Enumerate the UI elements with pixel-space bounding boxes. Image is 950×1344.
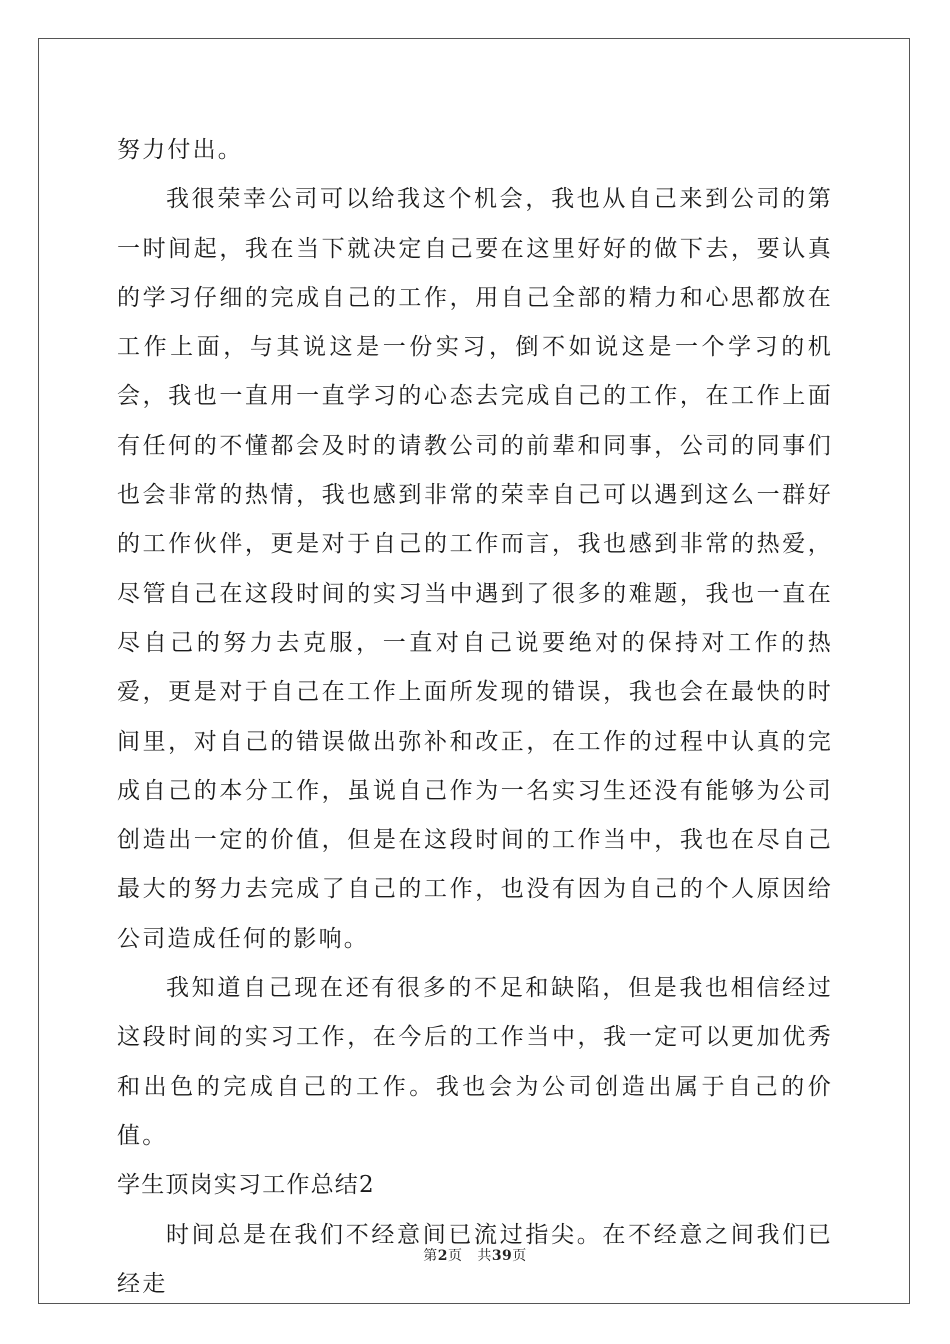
page-footer <box>0 1245 950 1265</box>
total-suffix: 页 <box>512 1248 527 1264</box>
page-prefix: 第 <box>423 1248 438 1264</box>
section-heading: 学生顶岗实习工作总结2 <box>117 1172 375 1199</box>
paragraph: 我很荣幸公司可以给我这个机会，我也从自己来到公司的第一时间起，我在当下就决定自己要在这里好好的做下去，要认真的学习仔细的完成自己的工作，用自己全部的精力和心思都放在工作上面，与其说这是一份实习，倒不如说这是一个学习的机会，我也一直用一直学习的心态去完成自己的工作，在工作上面有任何的不懂都会及时的请教公司的前辈和同事，公司的同事们也会非常的热情，我也感到非常的荣幸自己可以遇到这么一群好的工作伙伴，更是对于自己的工作而言，我也感到非常的热爱，尽管自己在这段时间的实习当中遇到了很多的难题，我也一直在尽自己的努力去克服，一直对自己说要绝对的保持对工作的热爱，更是对于自己在工作上面所发现的错误，我也会在最快的时间里，对自己的错误做出弥补和改正，在工作的过程中认真的完成自己的本分工作，虽说自己作为一名实习生还没有能够为公司创造出一定的价值，但是在这段时间的工作当中，我也在尽自己最大的努力去完成了自己的工作，也没有因为自己的个人原因给公司造成任何的影响。 <box>117 186 833 952</box>
paragraph: 我知道自己现在还有很多的不足和缺陷，但是我也相信经过这段时间的实习工作，在今后的工作当中，我一定可以更加优秀和出色的完成自己的工作。我也会为公司创造出属于自己的价值。 <box>117 975 833 1149</box>
page-number: 2 <box>437 1248 448 1264</box>
total-pages: 39 <box>491 1248 513 1264</box>
document-body <box>117 126 833 1309</box>
page-suffix: 页 <box>447 1248 463 1264</box>
paragraph: 时间总是在我们不经意间已流过指尖。在不经意之间我们已经走 <box>117 1221 833 1297</box>
paragraph-continuation: 努力付出。 <box>117 137 243 163</box>
total-prefix: 共 <box>477 1248 492 1264</box>
